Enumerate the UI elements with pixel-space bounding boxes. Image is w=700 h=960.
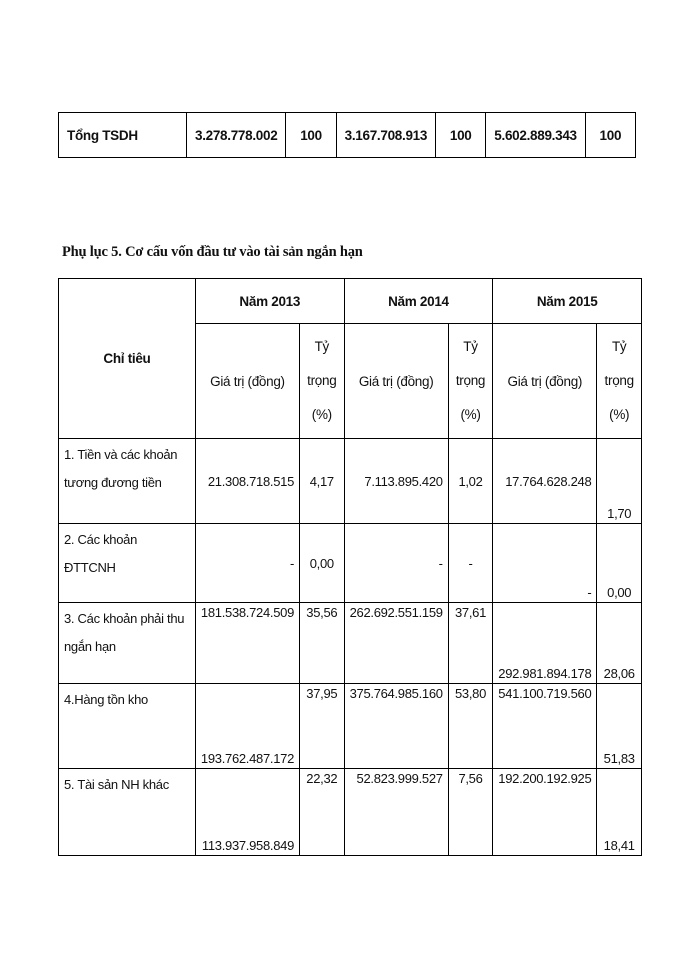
summary-pct-2014: 100	[436, 113, 486, 158]
row-pct-2015: 1,70	[597, 439, 642, 524]
header-pct-2015	[597, 324, 642, 439]
summary-value-2015: 5.602.889.343	[486, 113, 585, 158]
row-pct-2015: 0,00	[597, 524, 642, 603]
row-value-2014: 262.692.551.159	[344, 603, 448, 684]
row-value-2014: -	[344, 524, 448, 603]
header-value-2013: Giá trị (đồng)	[195, 324, 299, 439]
header-pct-line-2: trọng	[604, 373, 634, 388]
header-pct-line-3: (%)	[311, 407, 332, 422]
row-indicator: 5. Tài sản NH khác	[59, 769, 196, 856]
row-pct-2014: -	[448, 524, 493, 603]
header-row-years	[59, 279, 642, 324]
row-indicator: 1. Tiền và các khoản tương đương tiền	[59, 439, 196, 524]
row-pct-2014: 37,61	[448, 603, 493, 684]
row-value-2014: 52.823.999.527	[344, 769, 448, 856]
header-pct-2014	[448, 324, 493, 439]
header-year-2015: Năm 2015	[493, 279, 642, 324]
row-pct-2014: 7,56	[448, 769, 493, 856]
row-pct-2014: 53,80	[448, 684, 493, 769]
row-value-2014: 7.113.895.420	[344, 439, 448, 524]
header-year-2013: Năm 2013	[195, 279, 344, 324]
table-row	[59, 524, 642, 603]
row-pct-2013: 0,00	[300, 524, 345, 603]
header-pct-2013	[300, 324, 345, 439]
row-pct-2015: 51,83	[597, 684, 642, 769]
row-indicator: 2. Các khoản ĐTTCNH	[59, 524, 196, 603]
row-value-2015: 192.200.192.925	[493, 769, 597, 856]
header-year-2014: Năm 2014	[344, 279, 493, 324]
summary-pct-2013: 100	[286, 113, 336, 158]
row-value-2015: 17.764.628.248	[493, 439, 597, 524]
header-pct-line-2: trọng	[307, 373, 337, 388]
row-value-2013: 113.937.958.849	[195, 769, 299, 856]
summary-row	[59, 113, 636, 158]
table-row	[59, 769, 642, 856]
header-pct-line-1: Tỷ	[611, 339, 627, 354]
summary-label: Tổng TSDH	[59, 113, 187, 158]
header-indicator: Chỉ tiêu	[59, 279, 196, 439]
row-indicator: 3. Các khoản phải thu ngắn hạn	[59, 603, 196, 684]
summary-value-2014: 3.167.708.913	[336, 113, 435, 158]
row-value-2013: 181.538.724.509	[195, 603, 299, 684]
table-row	[59, 439, 642, 524]
asset-structure-table	[58, 278, 642, 856]
summary-value-2013: 3.278.778.002	[186, 113, 285, 158]
row-value-2015: 292.981.894.178	[493, 603, 597, 684]
summary-table	[58, 112, 636, 158]
row-pct-2015: 18,41	[597, 769, 642, 856]
row-pct-2014: 1,02	[448, 439, 493, 524]
table-row	[59, 684, 642, 769]
table-row	[59, 603, 642, 684]
header-value-2015: Giá trị (đồng)	[493, 324, 597, 439]
row-pct-2013: 4,17	[300, 439, 345, 524]
row-value-2013: -	[195, 524, 299, 603]
row-value-2015: 541.100.719.560	[493, 684, 597, 769]
header-pct-line-3: (%)	[460, 407, 481, 422]
header-pct-line-2: trọng	[455, 373, 486, 388]
row-pct-2015: 28,06	[597, 603, 642, 684]
header-pct-line-1: Tỷ	[463, 339, 478, 354]
row-pct-2013: 37,95	[300, 684, 345, 769]
row-value-2013: 193.762.487.172	[195, 684, 299, 769]
summary-pct-2015: 100	[585, 113, 635, 158]
header-value-2014: Giá trị (đồng)	[344, 324, 448, 439]
row-pct-2013: 22,32	[300, 769, 345, 856]
row-indicator: 4.Hàng tồn kho	[59, 684, 196, 769]
row-pct-2013: 35,56	[300, 603, 345, 684]
row-value-2015: -	[493, 524, 597, 603]
row-value-2014: 375.764.985.160	[344, 684, 448, 769]
header-pct-line-3: (%)	[609, 407, 630, 422]
table-caption: Phụ lục 5. Cơ cấu vốn đầu tư vào tài sản ngắn hạn	[62, 244, 363, 260]
row-value-2013: 21.308.718.515	[195, 439, 299, 524]
header-pct-line-1: Tỷ	[314, 339, 329, 354]
